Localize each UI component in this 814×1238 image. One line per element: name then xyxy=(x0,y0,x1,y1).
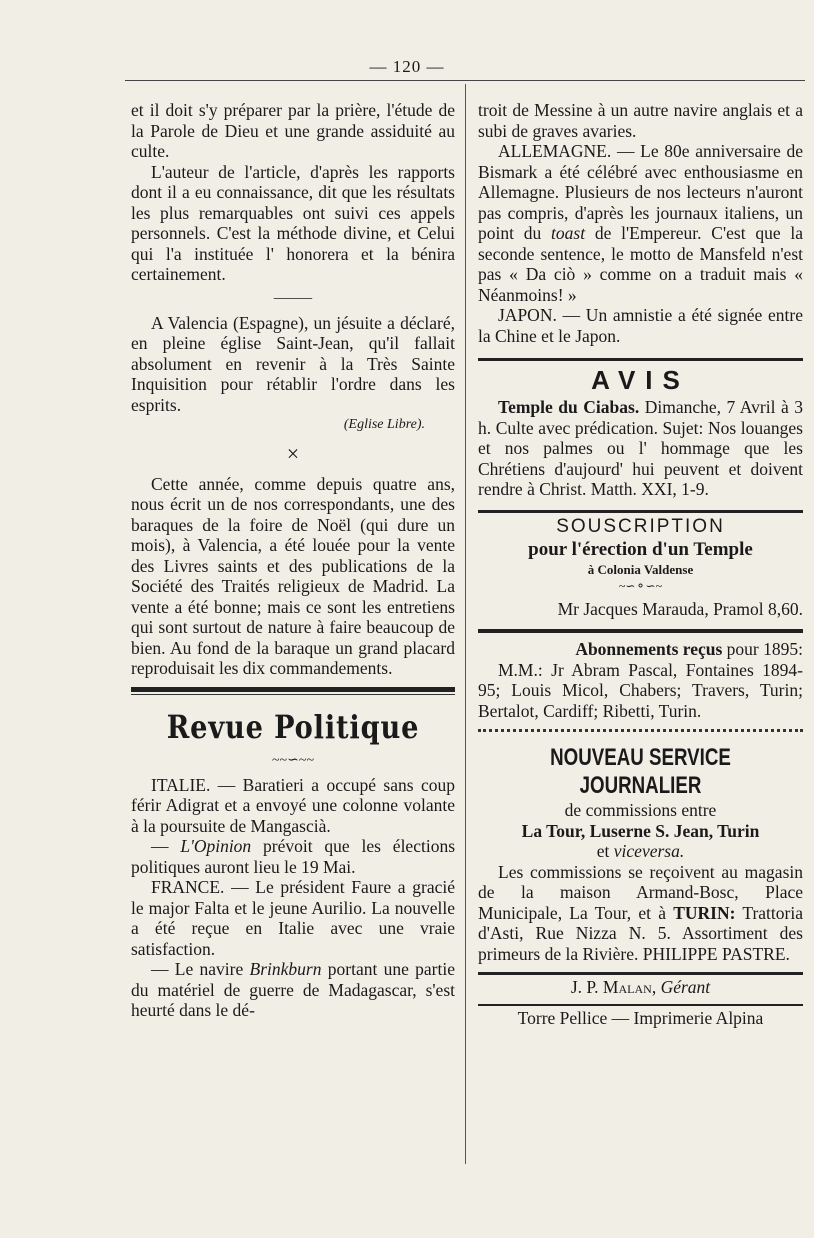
small-ornament: ⸻ xyxy=(273,289,313,307)
imprimerie-rule xyxy=(478,1004,803,1006)
section-rule-thin xyxy=(131,694,455,695)
navire-text: portant une partie du matériel de guerre de Madagascar, s'est heurté dans le dé- xyxy=(131,959,455,1020)
gerant-rule xyxy=(478,972,803,975)
opinion-title: L'Opinion xyxy=(180,836,252,856)
allemagne-text-b: de l'Empereur. C'est que la seconde sentence, le motto de Mansfeld n'est pas « Da ciò » comme on a traduit mais « Néanmoins! » xyxy=(478,223,803,305)
service-text-a: Les commissions se reçoivent au magasin de la maison Armand-Bosc, Place Municipale, La Tour, et à xyxy=(478,861,803,923)
service-line-3 xyxy=(478,841,803,862)
header-rule xyxy=(125,80,805,81)
france-text: — Le président Faure a gracié le major Falta et le jeune Aurilio. La nouvelle a été reçue en Italie avec une vraie satisfaction. xyxy=(131,877,455,959)
navire-name: Brinkburn xyxy=(249,959,322,979)
abonnements-list: M.M.: Jr Abram Pascal, Fontaines 1894-95; Louis Micol, Chabers; Travers, Turin; Bertalot, Cardiff; Ribetti, Turin. xyxy=(478,659,803,721)
right-column xyxy=(478,100,803,1028)
left-column xyxy=(131,100,455,1021)
section-rule-thick xyxy=(131,687,455,692)
cross-ornament: × xyxy=(286,440,300,466)
opinion-paragraph xyxy=(131,836,455,877)
citation: (Eglise Libre). xyxy=(343,417,425,432)
gerant-name: J. P. Malan, xyxy=(570,977,657,997)
avis-rule xyxy=(478,358,803,361)
imprimerie-line: Torre Pellice — Imprimerie Alpina xyxy=(517,1007,764,1028)
gerant-role: Gérant xyxy=(656,977,711,997)
navire-paragraph xyxy=(131,959,455,1021)
service-rule xyxy=(478,729,803,736)
allemagne-text-a: — Le 80e anniversaire de Bismark a été célébré avec enthousiasme en Allemagne. Plusieurs de nos lecteurs n'auront pas compris, d'après les journaux italiens, un point du xyxy=(478,141,803,243)
service-paragraph xyxy=(478,862,803,965)
service-title: NOUVEAU SERVICE JOURNALIER xyxy=(550,744,731,799)
abonnements-heading xyxy=(478,639,803,660)
avis-title: AVIS xyxy=(591,365,690,395)
france-label: FRANCE. xyxy=(151,877,225,897)
souscription-subtitle: pour l'érection d'un Temple xyxy=(528,538,753,560)
column-divider xyxy=(465,84,466,1164)
allemagne-toast: toast xyxy=(551,223,586,243)
left-paragraph-1: et il doit s'y préparer par la prière, l'étude de la Parole de Dieu et une grande assiduité au culte. xyxy=(131,100,455,161)
souscription-rule xyxy=(478,510,803,513)
service-line-1: de commissions entre xyxy=(564,800,717,820)
service-turin: TURIN: xyxy=(673,902,736,923)
souscription-title: SOUSCRIPTION xyxy=(556,515,725,537)
souscription-entry: Mr Jacques Marauda, Pramol 8,60. xyxy=(557,598,803,619)
france-paragraph xyxy=(131,877,455,959)
service-et: et xyxy=(596,841,614,861)
italie-text: — Baratieri a occupé sans coup férir Adigrat et a envoyé une colonne volante à la poursuite de Mangascià. xyxy=(131,774,455,836)
allemagne-label: ALLEMAGNE. xyxy=(498,141,612,161)
abonnements-label: Abonnements reçus xyxy=(575,639,723,659)
left-paragraph-valencia: A Valencia (Espagne), un jésuite a déclaré, en pleine église Saint-Jean, qu'il fallait absolument en revenir à la Très Sainte Inquisition pour rétablir l'ordre dans les esprits. xyxy=(131,312,455,415)
service-text-b: Trattoria d'Asti, Rue Nizza N. 5. Assortiment des primeurs de la Rivière. xyxy=(478,902,803,964)
small-ornament-2: ~∽⚬∽~ xyxy=(618,578,663,593)
avis-paragraph xyxy=(478,397,803,500)
opinion-text: prévoit que les élections politiques auront lieu le 19 Mai. xyxy=(131,836,455,877)
allemagne-paragraph xyxy=(478,141,803,305)
squiggle-ornament: ~~∽~~ xyxy=(271,752,315,768)
gerant-line xyxy=(478,977,803,998)
navire-prefix: — Le navire xyxy=(151,959,250,979)
japon-paragraph xyxy=(478,305,803,346)
japon-text: — Un amnistie a été signée entre la Chine et le Japon. xyxy=(478,305,803,346)
service-signature: PHILIPPE PASTRE. xyxy=(642,943,790,964)
opinion-dash: — xyxy=(151,836,181,856)
section-title: Revue Politique xyxy=(166,707,420,746)
japon-label: JAPON. xyxy=(498,305,557,325)
abonnements-year: pour 1895: xyxy=(722,639,803,659)
italie-paragraph xyxy=(131,775,455,837)
avis-label: Temple du Ciabas. xyxy=(498,397,640,417)
right-paragraph-1: troit de Messine à un autre navire anglais et a subi de graves avaries. xyxy=(478,100,803,141)
italie-label: ITALIE. xyxy=(151,774,211,795)
service-line-2: La Tour, Luserne S. Jean, Turin xyxy=(521,820,760,841)
page-number: — 120 — xyxy=(369,57,445,76)
abonnements-rule xyxy=(478,629,803,633)
service-viceversa: viceversa. xyxy=(613,841,685,861)
avis-text: Dimanche, 7 Avril à 3 h. Culte avec prédication. Sujet: Nos louanges et nos palmes ou l' hommage que les Chrétiens d'aujourd' hui peuvent et doivent rendre à Christ. Matth. XXI, 1-9. xyxy=(478,397,803,499)
left-paragraph-baraque: Cette année, comme depuis quatre ans, nous écrit un de nos correspondants, une des baraques de la foire de Noël (qui dure un mois), à Valencia, a été louée pour la vente des Livres saints et des publications de la Société des Traités religieux de Madrid. La vente a été bonne; mais ce sont les entretiens qui sont surtout de nature à faire beaucoup de bien. Au fond de la baraque un grand placard reproduisait les dix commandements. xyxy=(131,473,455,678)
left-paragraph-2: L'auteur de l'article, d'après les rapports dont il a eu connaissance, dit que les résultats les plus remarquables ont suivi ces appels personnels. C'est la méthode divine, et Celui qui l'a instituée l' honorera et la bénira certainement. xyxy=(131,161,455,284)
souscription-location: à Colonia Valdense xyxy=(587,561,694,577)
